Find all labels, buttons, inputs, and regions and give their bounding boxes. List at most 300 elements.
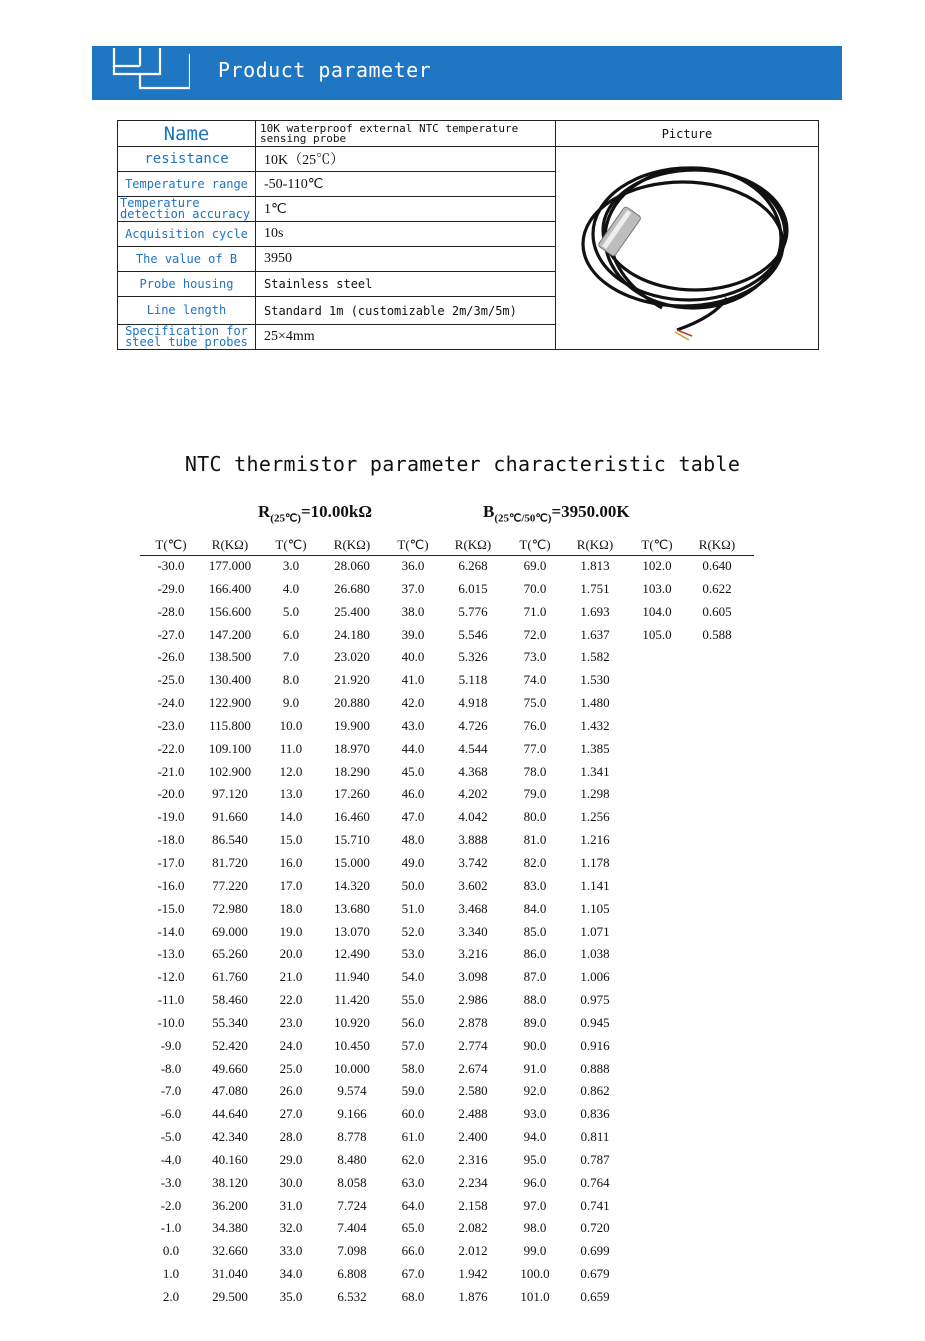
- r25-sub: (25℃): [270, 512, 301, 525]
- resistance-cell: 177.000: [208, 558, 252, 573]
- temperature-cell: 26.0: [279, 1083, 303, 1099]
- resistance-cell: 52.420: [212, 1037, 248, 1053]
- temperature-cell: -1.0: [160, 1220, 182, 1236]
- temperature-cell: 62.0: [401, 1151, 425, 1167]
- resistance-cell: 2.400: [458, 1129, 488, 1145]
- resistance-cell: 6.015: [458, 580, 488, 596]
- temperature-cell: 20.0: [279, 946, 303, 962]
- temperature-cell: 89.0: [523, 1014, 547, 1030]
- temperature-cell: 25.0: [279, 1060, 303, 1076]
- temperature-cell: 64.0: [401, 1197, 425, 1213]
- temperature-cell: 38.0: [401, 603, 425, 619]
- name-label: Name: [118, 121, 256, 147]
- resistance-header: R(KΩ): [211, 537, 249, 552]
- resistance-cell: 31.040: [212, 1266, 248, 1282]
- temperature-cell: 58.0: [401, 1060, 425, 1076]
- resistance-cell: 1.256: [580, 809, 610, 825]
- temperature-cell: 97.0: [523, 1197, 547, 1213]
- temperature-cell: -28.0: [157, 603, 185, 619]
- temperature-cell: 60.0: [401, 1106, 425, 1122]
- probe-picture-cell: [556, 147, 819, 350]
- temperature-cell: -27.0: [157, 626, 185, 642]
- resistance-cell: 10.000: [334, 1060, 370, 1076]
- temperature-cell: 6.0: [282, 626, 300, 642]
- resistance-cell: 4.544: [458, 740, 488, 756]
- resistance-cell: 10.920: [334, 1014, 370, 1030]
- temperature-cell: 87.0: [523, 969, 547, 985]
- resistance-cell: 2.158: [458, 1197, 488, 1213]
- probe-housing-value: Stainless steel: [256, 272, 556, 297]
- resistance-cell: 77.220: [212, 877, 248, 893]
- resistance-cell: 91.660: [212, 809, 248, 825]
- temperature-cell: 75.0: [523, 695, 547, 711]
- resistance-cell: 7.724: [337, 1197, 367, 1213]
- temperature-cell: -17.0: [157, 854, 185, 870]
- resistance-cell: 2.316: [458, 1151, 488, 1167]
- resistance-cell: 1.341: [580, 763, 610, 779]
- temperature-cell: 78.0: [523, 763, 547, 779]
- temperature-cell: 67.0: [401, 1266, 425, 1282]
- resistance-cell: 122.900: [208, 695, 252, 711]
- resistance-cell: 26.680: [334, 580, 370, 596]
- temperature-cell: 51.0: [401, 900, 425, 916]
- temperature-cell: -24.0: [157, 695, 185, 711]
- temperature-cell: 46.0: [401, 786, 425, 802]
- temperature-cell: -14.0: [157, 923, 185, 939]
- temperature-cell: -23.0: [157, 717, 185, 733]
- resistance-cell: 1.105: [580, 900, 610, 916]
- temperature-cell: -16.0: [157, 877, 185, 893]
- resistance-cell: 24.180: [334, 626, 370, 642]
- resistance-cell: 2.986: [458, 992, 488, 1008]
- logo-squares-icon: [110, 46, 190, 92]
- resistance-cell: 2.012: [458, 1243, 488, 1259]
- resistance-cell: 1.582: [580, 649, 610, 665]
- resistance-cell: 40.160: [212, 1151, 248, 1167]
- resistance-cell: 3.216: [458, 946, 488, 962]
- temperature-column-2: [263, 535, 319, 1309]
- resistance-cell: 0.945: [580, 1014, 610, 1030]
- resistance-cell: 8.058: [337, 1174, 367, 1190]
- resistance-cell: 11.420: [334, 992, 370, 1008]
- temperature-cell: -19.0: [157, 809, 185, 825]
- temperature-cell: 85.0: [523, 923, 547, 939]
- resistance-cell: 7.098: [337, 1243, 367, 1259]
- resistance-cell: 6.808: [337, 1266, 367, 1282]
- b-value-label: The value of B: [118, 247, 256, 272]
- accuracy-value: 1℃: [256, 197, 556, 222]
- resistance-cell: 3.468: [458, 900, 488, 916]
- resistance-header: R(KΩ): [333, 537, 371, 552]
- temperature-cell: 49.0: [401, 854, 425, 870]
- resistance-header: R(KΩ): [454, 537, 492, 552]
- resistance-cell: 0.787: [580, 1151, 610, 1167]
- resistance-cell: 4.202: [458, 786, 488, 802]
- resistance-cell: 1.006: [580, 969, 610, 985]
- temperature-column-4: [507, 535, 563, 1309]
- temperature-header: T(℃): [275, 537, 307, 552]
- temperature-cell: 59.0: [401, 1083, 425, 1099]
- temperature-cell: 71.0: [523, 603, 547, 619]
- resistance-cell: 130.400: [208, 672, 252, 688]
- resistance-cell: 18.970: [334, 740, 370, 756]
- resistance-cell: 61.760: [212, 969, 248, 985]
- temperature-cell: 72.0: [523, 626, 547, 642]
- temperature-cell: 35.0: [279, 1289, 303, 1304]
- temperature-cell: -11.0: [157, 992, 185, 1008]
- temperature-cell: 36.0: [401, 558, 425, 573]
- resistance-cell: 72.980: [212, 900, 248, 916]
- temperature-cell: 48.0: [401, 832, 425, 848]
- temperature-cell: 57.0: [401, 1037, 425, 1053]
- resistance-cell: 166.400: [208, 580, 252, 596]
- temperature-cell: -6.0: [160, 1106, 182, 1122]
- r25-base: R: [258, 502, 271, 521]
- resistance-cell: 2.082: [458, 1220, 488, 1236]
- resistance-cell: 2.878: [458, 1014, 488, 1030]
- ntc-probe-image: [567, 148, 807, 344]
- temperature-cell: -25.0: [157, 672, 185, 688]
- resistance-cell: 8.480: [337, 1151, 367, 1167]
- resistance-cell: 69.000: [212, 923, 248, 939]
- resistance-cell: 4.368: [458, 763, 488, 779]
- resistance-cell: 7.404: [337, 1220, 367, 1236]
- resistance-cell: 23.020: [334, 649, 370, 665]
- resistance-cell: 1.385: [580, 740, 610, 756]
- resistance-label: resistance: [118, 147, 256, 172]
- temperature-cell: 15.0: [279, 832, 303, 848]
- resistance-column-1: [197, 535, 263, 1309]
- temperature-cell: 44.0: [401, 740, 425, 756]
- resistance-cell: 58.460: [212, 992, 248, 1008]
- temperature-cell: -7.0: [160, 1083, 182, 1099]
- temperature-cell: 9.0: [282, 695, 300, 711]
- temperature-cell: -22.0: [157, 740, 185, 756]
- temperature-cell: 93.0: [523, 1106, 547, 1122]
- temperature-cell: 40.0: [401, 649, 425, 665]
- temperature-cell: 79.0: [523, 786, 547, 802]
- temperature-header: T(℃): [397, 537, 429, 552]
- temperature-cell: 8.0: [282, 672, 300, 688]
- resistance-cell: 0.836: [580, 1106, 610, 1122]
- banner-title: Product parameter: [218, 58, 432, 82]
- temperature-cell: 52.0: [401, 923, 425, 939]
- temperature-cell: 68.0: [401, 1289, 425, 1304]
- resistance-cell: 17.260: [334, 786, 370, 802]
- resistance-cell: 44.640: [212, 1106, 248, 1122]
- resistance-cell: 6.268: [458, 558, 488, 573]
- acquisition-cycle-value: 10s: [256, 222, 556, 247]
- temperature-cell: -26.0: [157, 649, 185, 665]
- temperature-cell: -12.0: [157, 969, 185, 985]
- resistance-cell: 1.637: [580, 626, 610, 642]
- resistance-cell: 12.490: [334, 946, 370, 962]
- temperature-cell: -18.0: [157, 832, 185, 848]
- temperature-cell: -8.0: [160, 1060, 182, 1076]
- temperature-cell: 19.0: [279, 923, 303, 939]
- temperature-cell: 30.0: [279, 1174, 303, 1190]
- temperature-cell: 92.0: [523, 1083, 547, 1099]
- probe-housing-label: Probe housing: [118, 272, 256, 297]
- temperature-column-1: [143, 535, 199, 1309]
- temperature-cell: -21.0: [157, 763, 185, 779]
- temperature-cell: 73.0: [523, 649, 547, 665]
- resistance-cell: 8.778: [337, 1129, 367, 1145]
- resistance-cell: 4.918: [458, 695, 488, 711]
- resistance-cell: 20.880: [334, 695, 370, 711]
- temperature-cell: 39.0: [401, 626, 425, 642]
- resistance-cell: 34.380: [212, 1220, 248, 1236]
- temperature-cell: -29.0: [157, 580, 185, 596]
- resistance-cell: 1.298: [580, 786, 610, 802]
- resistance-cell: 36.200: [212, 1197, 248, 1213]
- temperature-header: T(℃): [519, 537, 551, 552]
- line-length-value: Standard 1m (customizable 2m/3m/5m): [256, 297, 556, 325]
- resistance-cell: 147.200: [208, 626, 252, 642]
- temperature-cell: 33.0: [279, 1243, 303, 1259]
- resistance-cell: 18.290: [334, 763, 370, 779]
- product-parameter-banner: [92, 46, 842, 100]
- resistance-cell: 81.720: [212, 854, 248, 870]
- temperature-cell: 82.0: [523, 854, 547, 870]
- resistance-cell: 13.070: [334, 923, 370, 939]
- temperature-cell: 96.0: [523, 1174, 547, 1190]
- resistance-cell: 32.660: [212, 1243, 248, 1259]
- tube-spec-value: 25×4mm: [256, 325, 556, 350]
- accuracy-label: Temperature detection accuracy: [118, 197, 256, 222]
- b-value: 3950: [256, 247, 556, 272]
- temperature-cell: 31.0: [279, 1197, 303, 1213]
- temperature-cell: -15.0: [157, 900, 185, 916]
- tube-spec-label: Specification for steel tube probes: [118, 325, 256, 350]
- temperature-cell: 41.0: [401, 672, 425, 688]
- temperature-column-3: [385, 535, 441, 1309]
- temperature-cell: 18.0: [279, 900, 303, 916]
- resistance-cell: 2.580: [458, 1083, 488, 1099]
- temperature-cell: 28.0: [279, 1129, 303, 1145]
- resistance-cell: 5.326: [458, 649, 488, 665]
- temperature-cell: 22.0: [279, 992, 303, 1008]
- temperature-cell: 104.0: [642, 603, 672, 619]
- temperature-cell: 17.0: [279, 877, 303, 893]
- temperature-cell: 29.0: [279, 1151, 303, 1167]
- resistance-column-3: [440, 535, 506, 1309]
- temperature-cell: -4.0: [160, 1151, 182, 1167]
- temperature-cell: 86.0: [523, 946, 547, 962]
- resistance-header: R(KΩ): [576, 537, 614, 552]
- resistance-cell: 1.480: [580, 695, 610, 711]
- temperature-cell: 65.0: [401, 1220, 425, 1236]
- temperature-cell: 5.0: [282, 603, 300, 619]
- temperature-cell: -5.0: [160, 1129, 182, 1145]
- resistance-cell: 47.080: [212, 1083, 248, 1099]
- resistance-cell: 3.602: [458, 877, 488, 893]
- resistance-cell: 1.178: [580, 854, 610, 870]
- resistance-cell: 86.540: [212, 832, 248, 848]
- resistance-cell: 9.166: [337, 1106, 367, 1122]
- resistance-cell: 3.340: [458, 923, 488, 939]
- temperature-cell: 13.0: [279, 786, 303, 802]
- resistance-cell: 109.100: [208, 740, 252, 756]
- line-length-label: Line length: [118, 297, 256, 325]
- temperature-cell: 45.0: [401, 763, 425, 779]
- acquisition-cycle-label: Acquisition cycle: [118, 222, 256, 247]
- resistance-cell: 25.400: [334, 603, 370, 619]
- resistance-cell: 1.693: [580, 603, 610, 619]
- resistance-cell: 28.060: [334, 558, 370, 573]
- resistance-cell: 4.042: [458, 809, 488, 825]
- resistance-cell: 0.640: [702, 558, 732, 573]
- resistance-cell: 1.141: [580, 877, 610, 893]
- temperature-cell: 63.0: [401, 1174, 425, 1190]
- temperature-cell: -10.0: [157, 1014, 185, 1030]
- resistance-cell: 65.260: [212, 946, 248, 962]
- resistance-cell: 14.320: [334, 877, 370, 893]
- resistance-cell: 0.764: [580, 1174, 610, 1190]
- temperature-cell: -9.0: [160, 1037, 182, 1053]
- temperature-cell: 66.0: [401, 1243, 425, 1259]
- resistance-cell: 0.888: [580, 1060, 610, 1076]
- temperature-cell: 95.0: [523, 1151, 547, 1167]
- resistance-cell: 1.432: [580, 717, 610, 733]
- temperature-cell: 43.0: [401, 717, 425, 733]
- temperature-cell: 77.0: [523, 740, 547, 756]
- b-formula: [483, 502, 630, 524]
- resistance-cell: 21.920: [334, 672, 370, 688]
- temperature-header: T(℃): [155, 537, 187, 552]
- resistance-cell: 13.680: [334, 900, 370, 916]
- resistance-cell: 0.975: [580, 992, 610, 1008]
- temperature-cell: 80.0: [523, 809, 547, 825]
- resistance-cell: 0.741: [580, 1197, 610, 1213]
- resistance-cell: 0.720: [580, 1220, 610, 1236]
- temperature-cell: 94.0: [523, 1129, 547, 1145]
- resistance-cell: 115.800: [209, 717, 251, 733]
- resistance-cell: 0.811: [580, 1129, 610, 1145]
- temperature-cell: 1.0: [162, 1266, 180, 1282]
- temperature-range-label: Temperature range: [118, 172, 256, 197]
- resistance-cell: 3.098: [458, 969, 488, 985]
- resistance-cell: 1.071: [580, 923, 610, 939]
- resistance-cell: 1.876: [458, 1289, 488, 1304]
- resistance-cell: 2.234: [458, 1174, 488, 1190]
- temperature-cell: 88.0: [523, 992, 547, 1008]
- resistance-cell: 2.674: [458, 1060, 488, 1076]
- temperature-cell: 91.0: [523, 1060, 547, 1076]
- parameter-table: [117, 120, 819, 350]
- r25-rest: =10.00kΩ: [300, 502, 372, 521]
- resistance-cell: 0.916: [580, 1037, 610, 1053]
- temperature-cell: 23.0: [279, 1014, 303, 1030]
- temperature-header: T(℃): [641, 537, 673, 552]
- resistance-cell: 15.000: [334, 854, 370, 870]
- resistance-cell: 3.888: [458, 832, 488, 848]
- temperature-cell: 14.0: [279, 809, 303, 825]
- temperature-cell: 10.0: [279, 717, 303, 733]
- resistance-cell: 2.774: [458, 1037, 488, 1053]
- temperature-cell: 21.0: [279, 969, 303, 985]
- temperature-cell: 24.0: [279, 1037, 303, 1053]
- temperature-cell: -30.0: [157, 558, 185, 573]
- resistance-cell: 38.120: [212, 1174, 248, 1190]
- name-value: 10K waterproof external NTC temperature sensing probe: [256, 121, 556, 147]
- resistance-cell: 1.216: [580, 832, 610, 848]
- resistance-cell: 1.813: [580, 558, 610, 573]
- temperature-cell: 81.0: [523, 832, 547, 848]
- temperature-cell: -2.0: [160, 1197, 182, 1213]
- temperature-range-value: -50-110℃: [256, 172, 556, 197]
- resistance-cell: 0.659: [580, 1289, 610, 1304]
- temperature-cell: 76.0: [523, 717, 547, 733]
- resistance-cell: 5.776: [458, 603, 488, 619]
- temperature-cell: 7.0: [282, 649, 300, 665]
- temperature-cell: 42.0: [401, 695, 425, 711]
- temperature-cell: 99.0: [523, 1243, 547, 1259]
- temperature-cell: 2.0: [162, 1289, 180, 1304]
- temperature-cell: 74.0: [523, 672, 547, 688]
- resistance-cell: 1.530: [580, 672, 610, 688]
- resistance-cell: 5.546: [458, 626, 488, 642]
- temperature-cell: 32.0: [279, 1220, 303, 1236]
- resistance-cell: 55.340: [212, 1014, 248, 1030]
- temperature-cell: 102.0: [642, 558, 672, 573]
- b-sub: (25℃/50℃): [494, 512, 552, 525]
- resistance-cell: 16.460: [334, 809, 370, 825]
- temperature-cell: 105.0: [642, 626, 672, 642]
- resistance-cell: 9.574: [337, 1083, 367, 1099]
- resistance-cell: 97.120: [212, 786, 248, 802]
- resistance-cell: 42.340: [212, 1129, 248, 1145]
- temperature-cell: 56.0: [401, 1014, 425, 1030]
- characteristic-table-title: NTC thermistor parameter characteristic table: [184, 452, 741, 476]
- resistance-cell: 0.862: [580, 1083, 610, 1099]
- resistance-cell: 6.532: [337, 1289, 367, 1304]
- temperature-cell: 3.0: [282, 558, 300, 573]
- resistance-column-2: [319, 535, 385, 1309]
- picture-label: Picture: [556, 121, 819, 147]
- temperature-cell: 100.0: [520, 1266, 550, 1282]
- temperature-cell: 4.0: [282, 580, 300, 596]
- temperature-cell: 90.0: [523, 1037, 547, 1053]
- temperature-cell: 55.0: [401, 992, 425, 1008]
- temperature-cell: 84.0: [523, 900, 547, 916]
- resistance-cell: 102.900: [208, 763, 252, 779]
- temperature-cell: -13.0: [157, 946, 185, 962]
- resistance-cell: 0.679: [580, 1266, 610, 1282]
- resistance-cell: 0.588: [702, 626, 732, 642]
- resistance-cell: 0.622: [702, 580, 732, 596]
- temperature-cell: 61.0: [401, 1129, 425, 1145]
- resistance-header: R(KΩ): [698, 537, 736, 552]
- resistance-cell: 1.942: [458, 1266, 488, 1282]
- resistance-cell: 138.500: [208, 649, 252, 665]
- temperature-cell: 0.0: [162, 1243, 180, 1259]
- temperature-cell: 16.0: [279, 854, 303, 870]
- temperature-cell: 101.0: [520, 1289, 550, 1304]
- resistance-column-5: [684, 535, 750, 646]
- temperature-cell: -20.0: [157, 786, 185, 802]
- resistance-cell: 19.900: [334, 717, 370, 733]
- temperature-cell: 53.0: [401, 946, 425, 962]
- resistance-cell: 0.699: [580, 1243, 610, 1259]
- temperature-cell: 70.0: [523, 580, 547, 596]
- temperature-cell: 27.0: [279, 1106, 303, 1122]
- resistance-cell: 10.450: [334, 1037, 370, 1053]
- temperature-cell: 98.0: [523, 1220, 547, 1236]
- resistance-cell: 11.940: [334, 969, 370, 985]
- resistance-cell: 3.742: [458, 854, 488, 870]
- r25-formula: [258, 502, 372, 524]
